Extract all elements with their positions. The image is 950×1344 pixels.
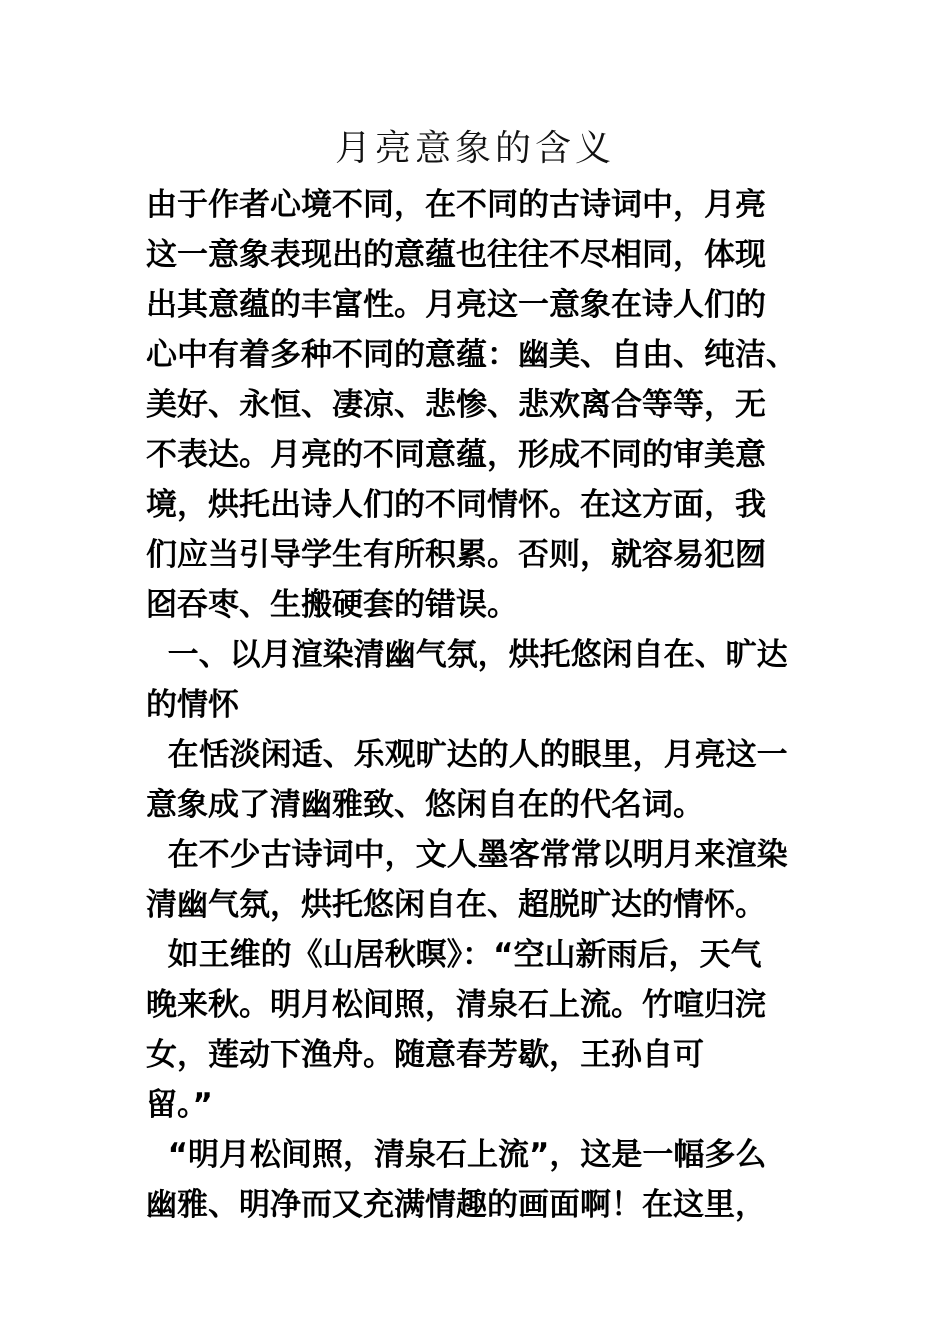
text-line: 出其意蕴的丰富性。月亮这一意象在诗人们的 xyxy=(146,287,766,323)
text-line: 这一意象表现出的意蕴也往往不尽相同，体现 xyxy=(146,237,766,273)
text-line: 囵吞枣、生搬硬套的错误。 xyxy=(146,587,518,623)
text-line: 如王维的《山居秋暝》：“空山新雨后，天气 xyxy=(146,937,762,973)
text-line: 留。” xyxy=(146,1087,213,1123)
text-line: 由于作者心境不同，在不同的古诗词中，月亮 xyxy=(146,187,766,223)
text-line: 在不少古诗词中，文人墨客常常以明月来渲染 xyxy=(146,837,788,873)
text-line: 的情怀 xyxy=(146,687,239,723)
text-line: 晚来秋。明月松间照，清泉石上流。竹喧归浣 xyxy=(146,987,766,1023)
text-line: “明月松间照，清泉石上流”，这是一幅多么 xyxy=(146,1137,767,1173)
text-line: 美好、永恒、凄凉、悲惨、悲欢离合等等，无 xyxy=(146,387,766,423)
text-line: 清幽气氛，烘托悠闲自在、超脱旷达的情怀。 xyxy=(146,887,766,923)
document-body xyxy=(146,180,806,1230)
text-line: 们应当引导学生有所积累。否则，就容易犯囫 xyxy=(146,537,766,573)
text-line: 心中有着多种不同的意蕴：幽美、自由、纯洁、 xyxy=(146,337,797,373)
text-line: 意象成了清幽雅致、悠闲自在的代名词。 xyxy=(146,787,704,823)
text-line: 一、以月渲染清幽气氛，烘托悠闲自在、旷达 xyxy=(146,637,788,673)
document-title: 月亮意象的含义 xyxy=(334,128,615,169)
text-line: 幽雅、明净而又充满情趣的画面啊！在这里， xyxy=(146,1187,766,1223)
text-line: 在恬淡闲适、乐观旷达的人的眼里，月亮这一 xyxy=(146,737,788,773)
text-line: 境，烘托出诗人们的不同情怀。在这方面，我 xyxy=(146,487,766,523)
text-line: 不表达。月亮的不同意蕴，形成不同的审美意 xyxy=(146,437,766,473)
text-line: 女，莲动下渔舟。随意春芳歇，王孙自可 xyxy=(146,1037,704,1073)
